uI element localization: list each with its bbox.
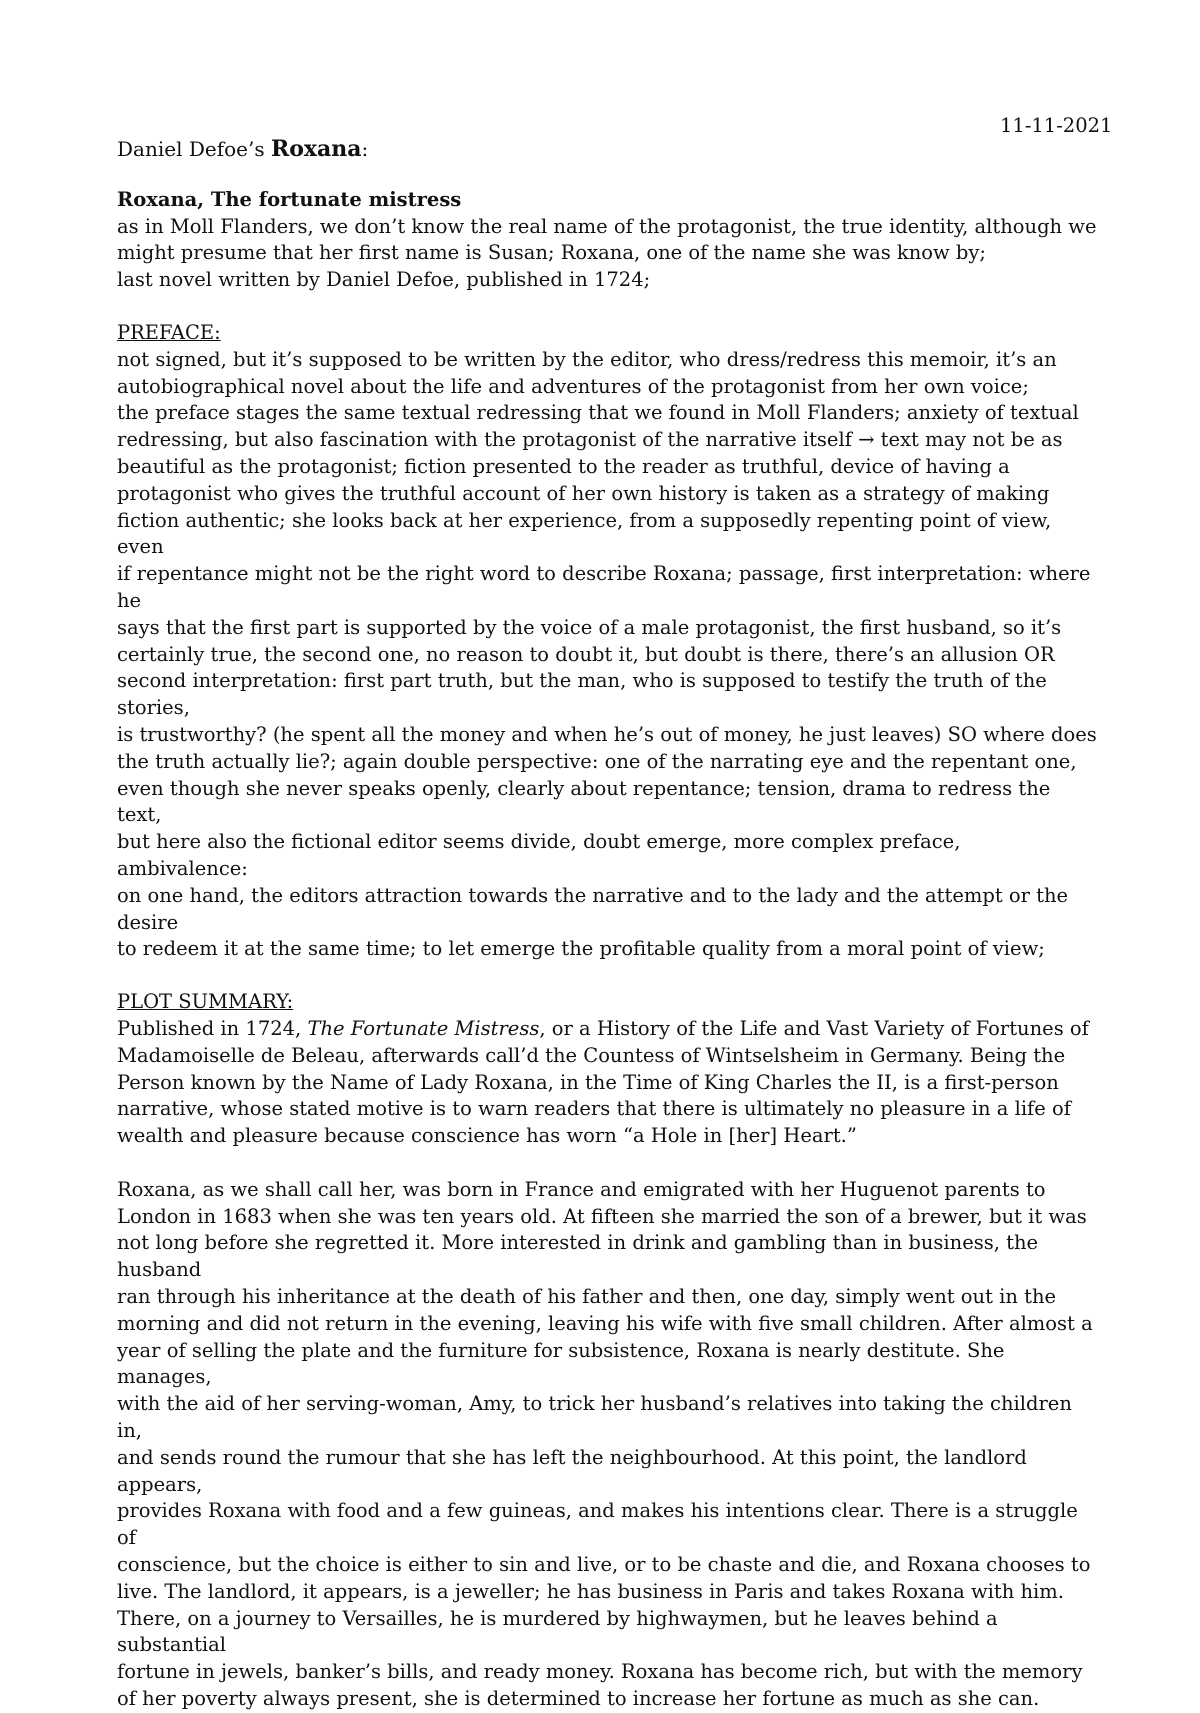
plot-line: Madamoiselle de Beleau, afterwards call’d the Countess of Wintselsheim in Germany. Being the (117, 1043, 1066, 1067)
intro-line: as in Moll Flanders, we don’t know the real name of the protagonist, the true identity, although we (117, 214, 1097, 238)
preface-line: but here also the fictional editor seems divide, doubt emerge, more complex preface, ambivalence: (117, 830, 961, 880)
preface-line: certainly true, the second one, no reason to doubt it, but doubt is there, there’s an allusion OR (117, 642, 1055, 666)
book-title-italic: The Fortunate Mistress (307, 1016, 540, 1040)
heading-suffix: : (361, 137, 369, 161)
plot-line: Roxana, as we shall call her, was born in France and emigrated with her Huguenot parents to (117, 1177, 1046, 1201)
preface-line: the truth actually lie?; again double perspective: one of the narrating eye and the repentant one, (117, 749, 1077, 773)
preface-line: says that the first part is supported by the voice of a male protagonist, the first husband, so it’s (117, 615, 1062, 639)
document-heading (117, 136, 1097, 163)
plot-line: not long before she regretted it. More interested in drink and gambling than in business, the husband (117, 1231, 1039, 1282)
plot-line: ran through his inheritance at the death of his father and then, one day, simply went out in the (117, 1285, 1057, 1309)
plot-line: of her poverty always present, she is determined to increase her fortune as much as she can. (117, 1687, 1040, 1711)
preface-title: PREFACE: (117, 320, 221, 344)
plot-line: morning and did not return in the evening, leaving his wife with five small children. After almost a (117, 1311, 1093, 1335)
preface-line: second interpretation: first part truth, but the man, who is supposed to testify the truth of the stories, (117, 669, 1047, 720)
plot-line: narrative, whose stated motive is to warn readers that there is ultimately no pleasure in a life of (117, 1097, 1071, 1121)
intro-line: might presume that her first name is Susan; Roxana, one of the name she was know by; (117, 241, 986, 265)
plot-summary-second-paragraph (117, 1177, 1097, 1713)
plot-line: and sends round the rumour that she has left the neighbourhood. At this point, the landlord appears, (117, 1445, 1027, 1496)
preface-line: redressing, but also fascination with the protagonist of the narrative itself → text may not be as (117, 428, 1063, 452)
plot-line: fortune in jewels, banker’s bills, and ready money. Roxana has become rich, but with the memory (117, 1660, 1083, 1684)
preface-line: on one hand, the editors attraction towards the narrative and to the lady and the attempt or the desire (117, 883, 1069, 934)
plot-summary-first-paragraph (117, 1016, 1097, 1150)
preface-line: not signed, but it’s supposed to be written by the editor, who dress/redress this memoir, it’s an (117, 347, 1057, 371)
preface-line: is trustworthy? (he spent all the money and when he’s out of money, he just leaves) SO where does (117, 722, 1097, 746)
plot-line: There, on a journey to Versailles, he is murdered by highwaymen, but he leaves behind a substantial (117, 1606, 998, 1657)
preface-line: to redeem it at the same time; to let emerge the profitable quality from a moral point of view; (117, 937, 1045, 961)
preface-line: the preface stages the same textual redressing that we found in Moll Flanders; anxiety of textual (117, 401, 1079, 425)
plot-line: year of selling the plate and the furniture for subsistence, Roxana is nearly destitute. She manages, (117, 1338, 1005, 1389)
heading-prefix: Daniel Defoe’s (117, 137, 271, 161)
preface-line: if repentance might not be the right word to describe Roxana; passage, first interpretation: where he (117, 562, 1091, 612)
plot-summary-title: PLOT SUMMARY: (117, 990, 294, 1014)
plot-line: conscience, but the choice is either to sin and live, or to be chaste and die, and Roxana chooses to (117, 1553, 1091, 1577)
plot-line: with the aid of her serving-woman, Amy, to trick her husband’s relatives into taking the children in, (117, 1392, 1072, 1443)
preface-line: even though she never speaks openly, clearly about repentance; tension, drama to redress the text, (117, 776, 1051, 827)
plot-line-after: , or a History of the Life and Vast Variety of Fortunes of (539, 1016, 1089, 1040)
intro-section (117, 214, 1097, 294)
preface-line: protagonist who gives the truthful account of her own history is taken as a strategy of making (117, 481, 1050, 505)
intro-line: last novel written by Daniel Defoe, published in 1724; (117, 268, 651, 292)
plot-line (117, 1016, 1097, 1043)
document-page (117, 110, 1097, 1713)
document-date: 11-11-2021 (1000, 114, 1113, 137)
preface-line: autobiographical novel about the life and adventures of the protagonist from her own voice; (117, 374, 1029, 398)
preface-section (117, 347, 1097, 963)
intro-subtitle: Roxana, The fortunate mistress (117, 187, 462, 211)
plot-line-before: Published in 1724, (117, 1016, 308, 1040)
heading-title: Roxana (270, 136, 362, 162)
plot-line: live. The landlord, it appears, is a jeweller; he has business in Paris and takes Roxana with him. (117, 1579, 1064, 1603)
plot-line: provides Roxana with food and a few guineas, and makes his intentions clear. There is a struggle of (117, 1499, 1078, 1550)
plot-line: wealth and pleasure because conscience has worn “a Hole in [her] Heart.” (117, 1124, 857, 1148)
plot-line: London in 1683 when she was ten years old. At fifteen she married the son of a brewer, but it was (117, 1204, 1087, 1228)
preface-line: beautiful as the protagonist; fiction presented to the reader as truthful, device of having a (117, 454, 1010, 478)
preface-line: fiction authentic; she looks back at her experience, from a supposedly repenting point of view, even (117, 508, 1052, 559)
paragraph-gap (117, 1150, 1097, 1177)
plot-line: Person known by the Name of Lady Roxana, in the Time of King Charles the II, is a first-person (117, 1070, 1059, 1094)
